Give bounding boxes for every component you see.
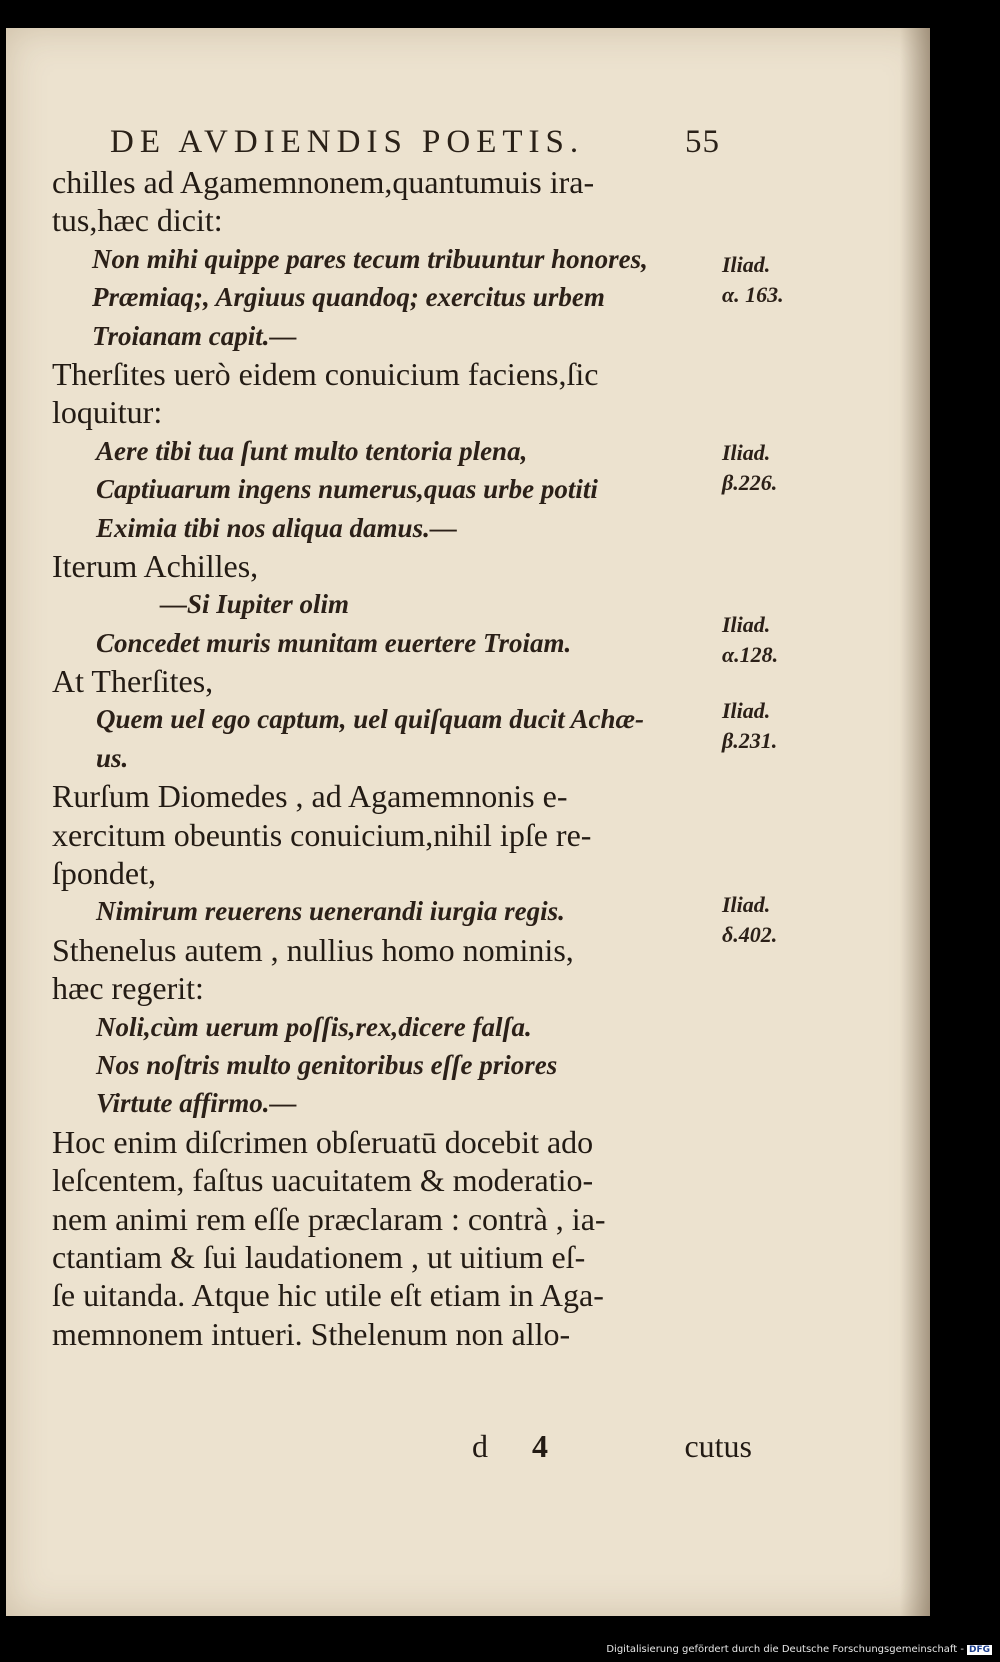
text-line: loquitur: (52, 394, 163, 431)
text-line: Therſites uerò eidem conuicium faciens,ſic (52, 355, 599, 392)
credit-text: Digitalisierung gefördert durch die Deutsche Forschungsgemeinschaft - (606, 1644, 964, 1655)
page-number: 55 (685, 124, 720, 160)
margin-note (722, 250, 832, 310)
text-line: tus,hæc dicit: (52, 202, 223, 239)
verse-line: Virtute affirmo.— (96, 1088, 297, 1119)
text-block (52, 163, 752, 1353)
text-line: ctantiam & ſui laudationem , ut uitium eſ- (52, 1238, 586, 1275)
catchword: cutus (684, 1428, 752, 1464)
running-title: DE AVDIENDIS POETIS. (110, 124, 585, 160)
margin-note (722, 696, 832, 756)
text-line: ſe uitanda. Atque hic utile eſt etiam in Aga- (52, 1277, 604, 1314)
text-line: Iterum Achilles, (52, 547, 259, 584)
verse-line: Nimirum reuerens uenerandi iurgia regis. (96, 896, 565, 927)
verse-line: Præmiaq;, Argiuus quandoq; exercitus urbem (92, 282, 605, 313)
margin-note-loc: δ.402. (722, 922, 778, 947)
verse-line: Eximia tibi nos aliqua damus.— (96, 512, 457, 543)
book-page (6, 28, 930, 1616)
dfg-logo: DFG (968, 1645, 990, 1655)
margin-note (722, 890, 832, 950)
margin-note-ref: Iliad. (722, 252, 771, 277)
verse-line: Noli,cùm uerum poſſis,rex,dicere falſa. (96, 1011, 532, 1042)
text-line: xercitum obeuntis conuicium,nihil ipſe re- (52, 816, 592, 853)
page-footer (52, 1428, 752, 1468)
margin-note-loc: β.226. (722, 470, 778, 495)
margin-note-ref: Iliad. (722, 698, 771, 723)
text-line: Sthenelus autem , nullius homo nominis, (52, 931, 574, 968)
verse-line: Quem uel ego captum, uel quiſquam ducit Achæ- (96, 704, 645, 735)
digitization-credit (0, 1644, 992, 1655)
text-line: Hoc enim diſcrimen obſeruatū docebit ado (52, 1123, 594, 1160)
margin-note (722, 438, 832, 498)
text-line: ſpondet, (52, 855, 156, 892)
margin-note-loc: α.128. (722, 642, 779, 667)
margin-note-ref: Iliad. (722, 612, 771, 637)
page-gutter-shadow (900, 28, 930, 1616)
verse-line: us. (96, 742, 129, 773)
text-line: chilles ad Agamemnonem,quantumuis ira- (52, 164, 595, 200)
verse-line: Non mihi quippe pares tecum tribuuntur honores, (92, 243, 648, 274)
leaf-number: 4 (532, 1428, 548, 1464)
margin-note-ref: Iliad. (722, 440, 771, 465)
text-line: Rurſum Diomedes , ad Agamemnonis e- (52, 778, 568, 815)
margin-note-ref: Iliad. (722, 892, 771, 917)
verse-line: Captiuarum ingens numerus,quas urbe potiti (96, 474, 598, 505)
page-header (110, 124, 720, 161)
signature-mark: d (472, 1428, 488, 1464)
verse-line: —Si Iupiter olim (160, 589, 350, 620)
verse-line: Aere tibi tua ſunt multo tentoria plena, (96, 435, 528, 466)
text-line: At Therſites, (52, 663, 214, 700)
margin-note-loc: α. 163. (722, 282, 784, 307)
text-line: memnonem intueri. Sthelenum non allo- (52, 1315, 571, 1352)
text-line: hæc regerit: (52, 970, 204, 1007)
text-line: nem animi rem eſſe præclaram : contrà , ia- (52, 1200, 606, 1237)
margin-note-loc: β.231. (722, 728, 778, 753)
text-line: leſcentem, faſtus uacuitatem & moderatio- (52, 1162, 594, 1199)
verse-line: Concedet muris munitam euertere Troiam. (96, 627, 572, 658)
verse-line: Nos noſtris multo genitoribus eſſe priores (96, 1049, 558, 1080)
verse-line: Troianam capit.— (92, 320, 297, 351)
margin-note (722, 610, 832, 670)
